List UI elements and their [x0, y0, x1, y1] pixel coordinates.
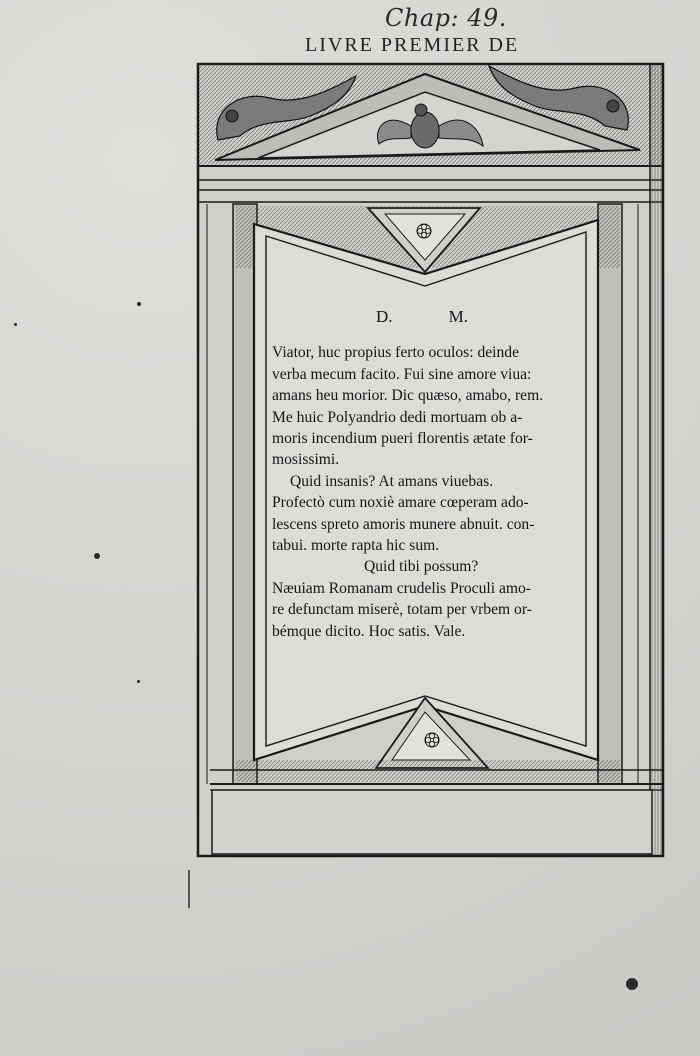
epitaph-line: Profectò cum noxiè amare cœperam ado-	[272, 494, 529, 512]
epitaph-line: moris incendium pueri florentis ætate for-	[272, 430, 533, 448]
frame-plinth	[212, 790, 652, 854]
heading-m: M.	[448, 307, 468, 326]
epitaph-line: Quid insanis? At amans viuebas.	[290, 472, 494, 490]
epitaph-line: Me huic Polyandrio dedi mortuam ob a-	[272, 408, 523, 426]
handwritten-chapter-note: Chap: 49.	[385, 4, 507, 32]
epitaph-line: Quid tibi possum?	[364, 558, 479, 576]
dm-heading	[376, 306, 468, 327]
epitaph-text	[272, 306, 598, 642]
epitaph-line: bémque dicito. Hoc satis. Vale.	[272, 622, 466, 640]
epitaph-line: amans heu morior. Dic quæso, amabo, rem.	[272, 387, 544, 405]
epitaph-line: tabui. morte rapta hic sum.	[272, 537, 440, 555]
epitaph-line: Næuiam Romanam crudelis Proculi amo-	[272, 579, 531, 597]
epitaph-line: verba mecum facito. Fui sine amore viua:	[272, 365, 532, 383]
frame-right-edge	[650, 64, 663, 856]
epitaph-line: mosissimi.	[272, 451, 340, 469]
running-head: LIVRE PREMIER DE	[305, 34, 520, 56]
heading-d: D.	[376, 307, 393, 326]
epitaph-line: Viator, huc propius ferto oculos: deinde	[272, 344, 520, 362]
pilaster-right	[598, 204, 622, 784]
margin-rule	[188, 870, 190, 908]
epitaph-line: lescens spreto amoris munere abnuit. con-	[272, 515, 535, 533]
epitaph-line: re defunctam miserè, totam per vrbem or-	[272, 601, 532, 619]
